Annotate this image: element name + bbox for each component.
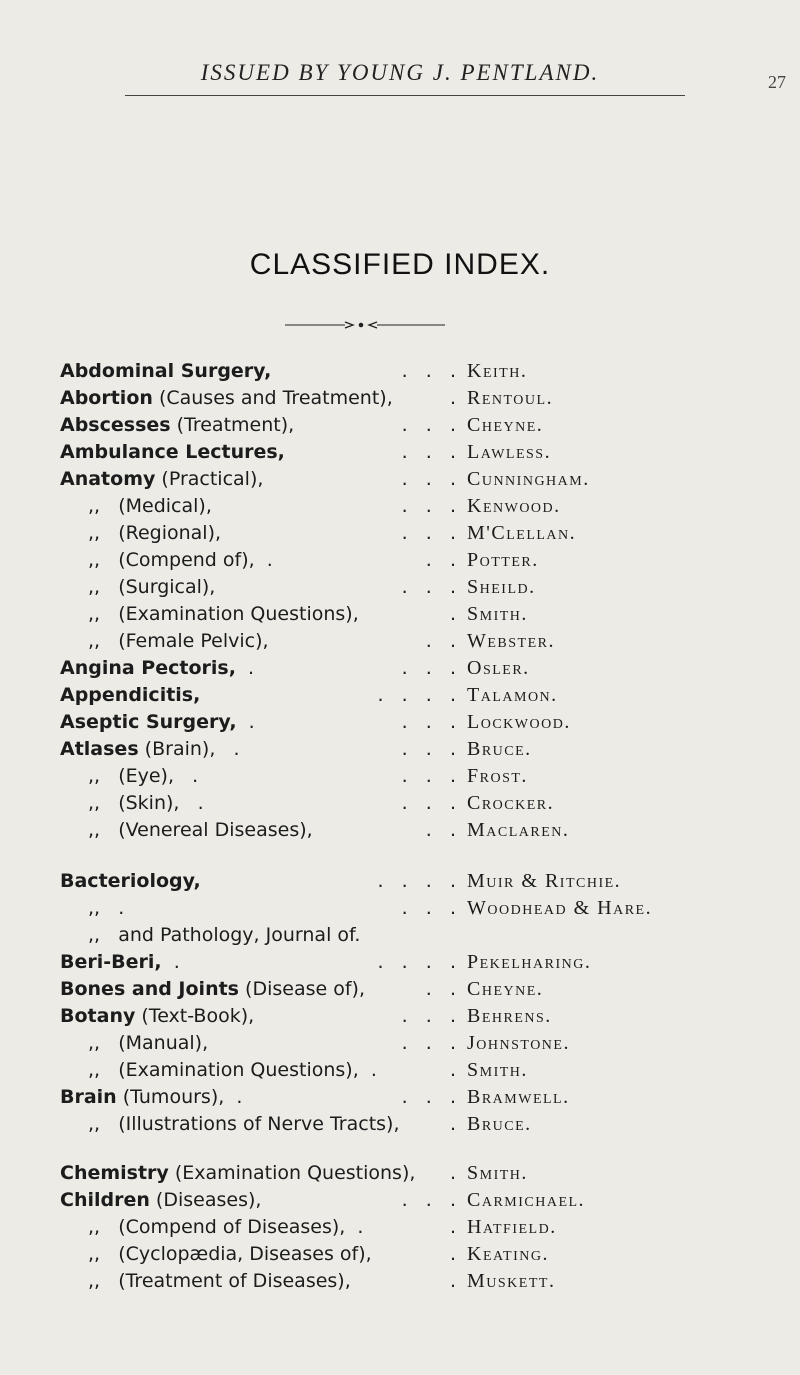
entry-leader-dots: . . . . [377,951,456,973]
entry-subject [88,1243,372,1265]
index-entry [0,468,800,498]
entry-subject [60,387,393,409]
entry-subheading: ,, (Examination Questions), [88,603,359,625]
entry-subject [60,870,201,892]
entry-subject [60,1005,254,1027]
entry-subheading: ,, (Compend of), . [88,549,273,571]
entry-author: Bramwell. [467,1086,570,1108]
entry-subheading: ,, (Examination Questions), . [88,1059,377,1081]
entry-subject [88,765,198,787]
title-ornament [285,320,445,330]
entry-leader-dots: . . . . [377,870,456,892]
entry-author: Talamon. [467,684,558,706]
index-entry [0,684,800,714]
entry-author: Smith. [467,1162,528,1184]
entry-author: Cheyne. [467,978,544,1000]
entry-subject [88,1216,363,1238]
index-entry [0,603,800,633]
entry-subject [88,522,221,544]
entry-author: Potter. [467,549,539,571]
entry-author: Johnstone. [467,1032,570,1054]
entry-author: Bruce. [467,738,532,760]
entry-leader-dots: . [449,1113,456,1135]
entry-subject [88,819,313,841]
entry-subheading: ,, (Surgical), [88,576,216,598]
entry-subheading: ,, (Female Pelvic), [88,630,269,652]
index-entry [0,765,800,795]
index-entry [0,522,800,552]
index-entry [0,711,800,741]
index-entry [0,495,800,525]
entry-leader-dots: . . . [401,441,456,463]
entry-subject [88,1113,400,1135]
page-title: CLASSIFIED INDEX. [249,248,551,281]
entry-subheading: (Causes and Treatment), [152,387,393,409]
index-entry [0,360,800,390]
entry-leader-dots: . . . [401,414,456,436]
entry-subheading: . [236,711,255,733]
entry-main-heading: Aseptic Surgery, [60,711,237,733]
entry-subject [88,1270,351,1292]
entry-subheading: (Practical), [155,468,264,490]
entry-subheading: ,, (Illustrations of Nerve Tracts), [88,1113,400,1135]
entry-subject [60,414,294,436]
entry-subheading: ,, (Eye), . [88,765,199,787]
entry-subject [60,657,254,679]
entry-subheading: (Brain), . [138,738,240,760]
entry-author: Smith. [467,1059,528,1081]
entry-main-heading: Children [60,1189,150,1211]
index-entry [0,549,800,579]
index-entry [0,1216,800,1246]
entry-subheading: (Disease of), [239,978,365,1000]
entry-author: Muir & Ritchie. [467,870,622,892]
entry-subheading: . [161,951,180,973]
index-entry [0,978,800,1008]
entry-leader-dots: . . . [401,360,456,382]
index-entry [0,1162,800,1192]
entry-leader-dots: . [449,1059,456,1081]
index-entry [0,1032,800,1062]
index-entry [0,1005,800,1035]
entry-subject [60,468,263,490]
entry-leader-dots: . . . [401,897,456,919]
entry-subheading: ,, . [88,897,125,919]
entry-main-heading: Chemistry [60,1162,169,1184]
entry-leader-dots: . [449,603,456,625]
index-entry [0,924,800,954]
entry-main-heading: Atlases [60,738,139,760]
entry-leader-dots: . [449,1243,456,1265]
entry-subject [60,1189,261,1211]
header-rule [125,95,685,96]
entry-leader-dots: . . . [401,1189,456,1211]
entry-author: Crocker. [467,792,555,814]
index-entry [0,792,800,822]
entry-subject [88,1032,208,1054]
index-entry [0,1086,800,1116]
entry-subject [60,441,285,463]
index-entry [0,870,800,900]
entry-author: Webster. [467,630,555,652]
entry-main-heading: Anatomy [60,468,156,490]
index-entry [0,738,800,768]
index-entry [0,630,800,660]
entry-subject [88,630,269,652]
entry-subject [60,978,365,1000]
entry-subheading: . [235,657,255,679]
entry-subheading: ,, (Venereal Diseases), [88,819,313,841]
entry-leader-dots: . . . [401,468,456,490]
entry-leader-dots: . . . [401,711,456,733]
entry-subheading: ,, (Skin), . [88,792,204,814]
entry-subheading: ,, and Pathology, Journal of. [88,924,361,946]
entry-leader-dots: . . [425,978,456,1000]
entry-main-heading: Ambulance Lectures, [60,441,285,463]
entry-subheading: ,, (Cyclopædia, Diseases of), [88,1243,372,1265]
index-entry [0,441,800,471]
entry-author: Sheild. [467,576,536,598]
entry-subject [60,1162,415,1184]
entry-subject [60,684,200,706]
entry-leader-dots: . . . [401,765,456,787]
entry-subject [60,738,240,760]
index-entry [0,657,800,687]
entry-leader-dots: . [449,1216,456,1238]
entry-subheading: (Tumours), . [116,1086,243,1108]
entry-author: Behrens. [467,1005,552,1027]
entry-subheading: (Diseases), [149,1189,262,1211]
entry-leader-dots: . . . [401,522,456,544]
entry-author: Muskett. [467,1270,556,1292]
index-entry [0,1243,800,1273]
entry-subject [88,924,360,946]
entry-leader-dots: . . [425,819,456,841]
entry-main-heading: Beri-Beri, [60,951,162,973]
entry-subheading: ,, (Regional), [88,522,222,544]
entry-subheading: ,, (Compend of Diseases), . [88,1216,364,1238]
entry-subject [60,711,255,733]
entry-main-heading: Appendicitis, [60,684,201,706]
entry-leader-dots: . [449,387,456,409]
index-entry [0,576,800,606]
entry-author: Carmichael. [467,1189,586,1211]
entry-subheading: ,, (Treatment of Diseases), [88,1270,351,1292]
entry-leader-dots: . . [425,549,456,571]
entry-author: Rentoul. [467,387,554,409]
entry-author: Lawless. [467,441,552,463]
entry-subheading: (Examination Questions), [168,1162,416,1184]
index-entry [0,414,800,444]
entry-author: M'Clellan. [467,522,577,544]
running-head: ISSUED BY YOUNG J. PENTLAND. [200,60,600,85]
entry-subject [88,1059,377,1081]
entry-subject [88,576,215,598]
index-entry [0,387,800,417]
entry-author: Cunningham. [467,468,590,490]
entry-author: Cheyne. [467,414,544,436]
entry-author: Keating. [467,1243,549,1265]
entry-author: Osler. [467,657,530,679]
entry-subject [60,1086,242,1108]
entry-main-heading: Botany [60,1005,136,1027]
entry-main-heading: Abscesses [60,414,171,436]
entry-leader-dots: . . . [401,1032,456,1054]
entry-leader-dots: . . . [401,576,456,598]
index-entry [0,1059,800,1089]
entry-main-heading: Bacteriology, [60,870,201,892]
entry-leader-dots: . [449,1270,456,1292]
entry-author: Bruce. [467,1113,532,1135]
entry-subject [60,951,180,973]
index-entry [0,1189,800,1219]
entry-leader-dots: . . . [401,792,456,814]
entry-main-heading: Bones and Joints [60,978,239,1000]
entry-main-heading: Abortion [60,387,153,409]
entry-leader-dots: . [449,1162,456,1184]
entry-leader-dots: . . . [401,1086,456,1108]
entry-leader-dots: . . . [401,1005,456,1027]
entry-author: Woodhead & Hare. [467,897,653,919]
entry-subheading: ,, (Medical), [88,495,212,517]
entry-author: Frost. [467,765,528,787]
entry-subject [88,792,204,814]
entry-subheading: (Treatment), [170,414,295,436]
entry-leader-dots: . . . [401,495,456,517]
entry-subject [88,897,124,919]
entry-leader-dots: . . [425,630,456,652]
entry-author: Smith. [467,603,528,625]
entry-subject [60,360,271,382]
entry-author: Maclaren. [467,819,570,841]
entry-author: Pekelharing. [467,951,592,973]
index-entry [0,1113,800,1143]
entry-author: Lockwood. [467,711,571,733]
entry-leader-dots: . . . [401,657,456,679]
entry-subject [88,603,359,625]
entry-author: Hatfield. [467,1216,557,1238]
entry-author: Kenwood. [467,495,561,517]
index-entry [0,819,800,849]
entry-subject [88,495,212,517]
entry-author: Keith. [467,360,528,382]
entry-leader-dots: . . . [401,738,456,760]
page-number: 27 [768,72,786,92]
index-entry [0,897,800,927]
entry-subheading: (Text-Book), [135,1005,255,1027]
entry-subject [88,549,273,571]
entry-main-heading: Angina Pectoris, [60,657,236,679]
entry-subheading: ,, (Manual), [88,1032,209,1054]
entry-main-heading: Abdominal Surgery, [60,360,272,382]
index-entry [0,951,800,981]
entry-leader-dots: . . . . [377,684,456,706]
index-entry [0,1270,800,1300]
entry-main-heading: Brain [60,1086,117,1108]
